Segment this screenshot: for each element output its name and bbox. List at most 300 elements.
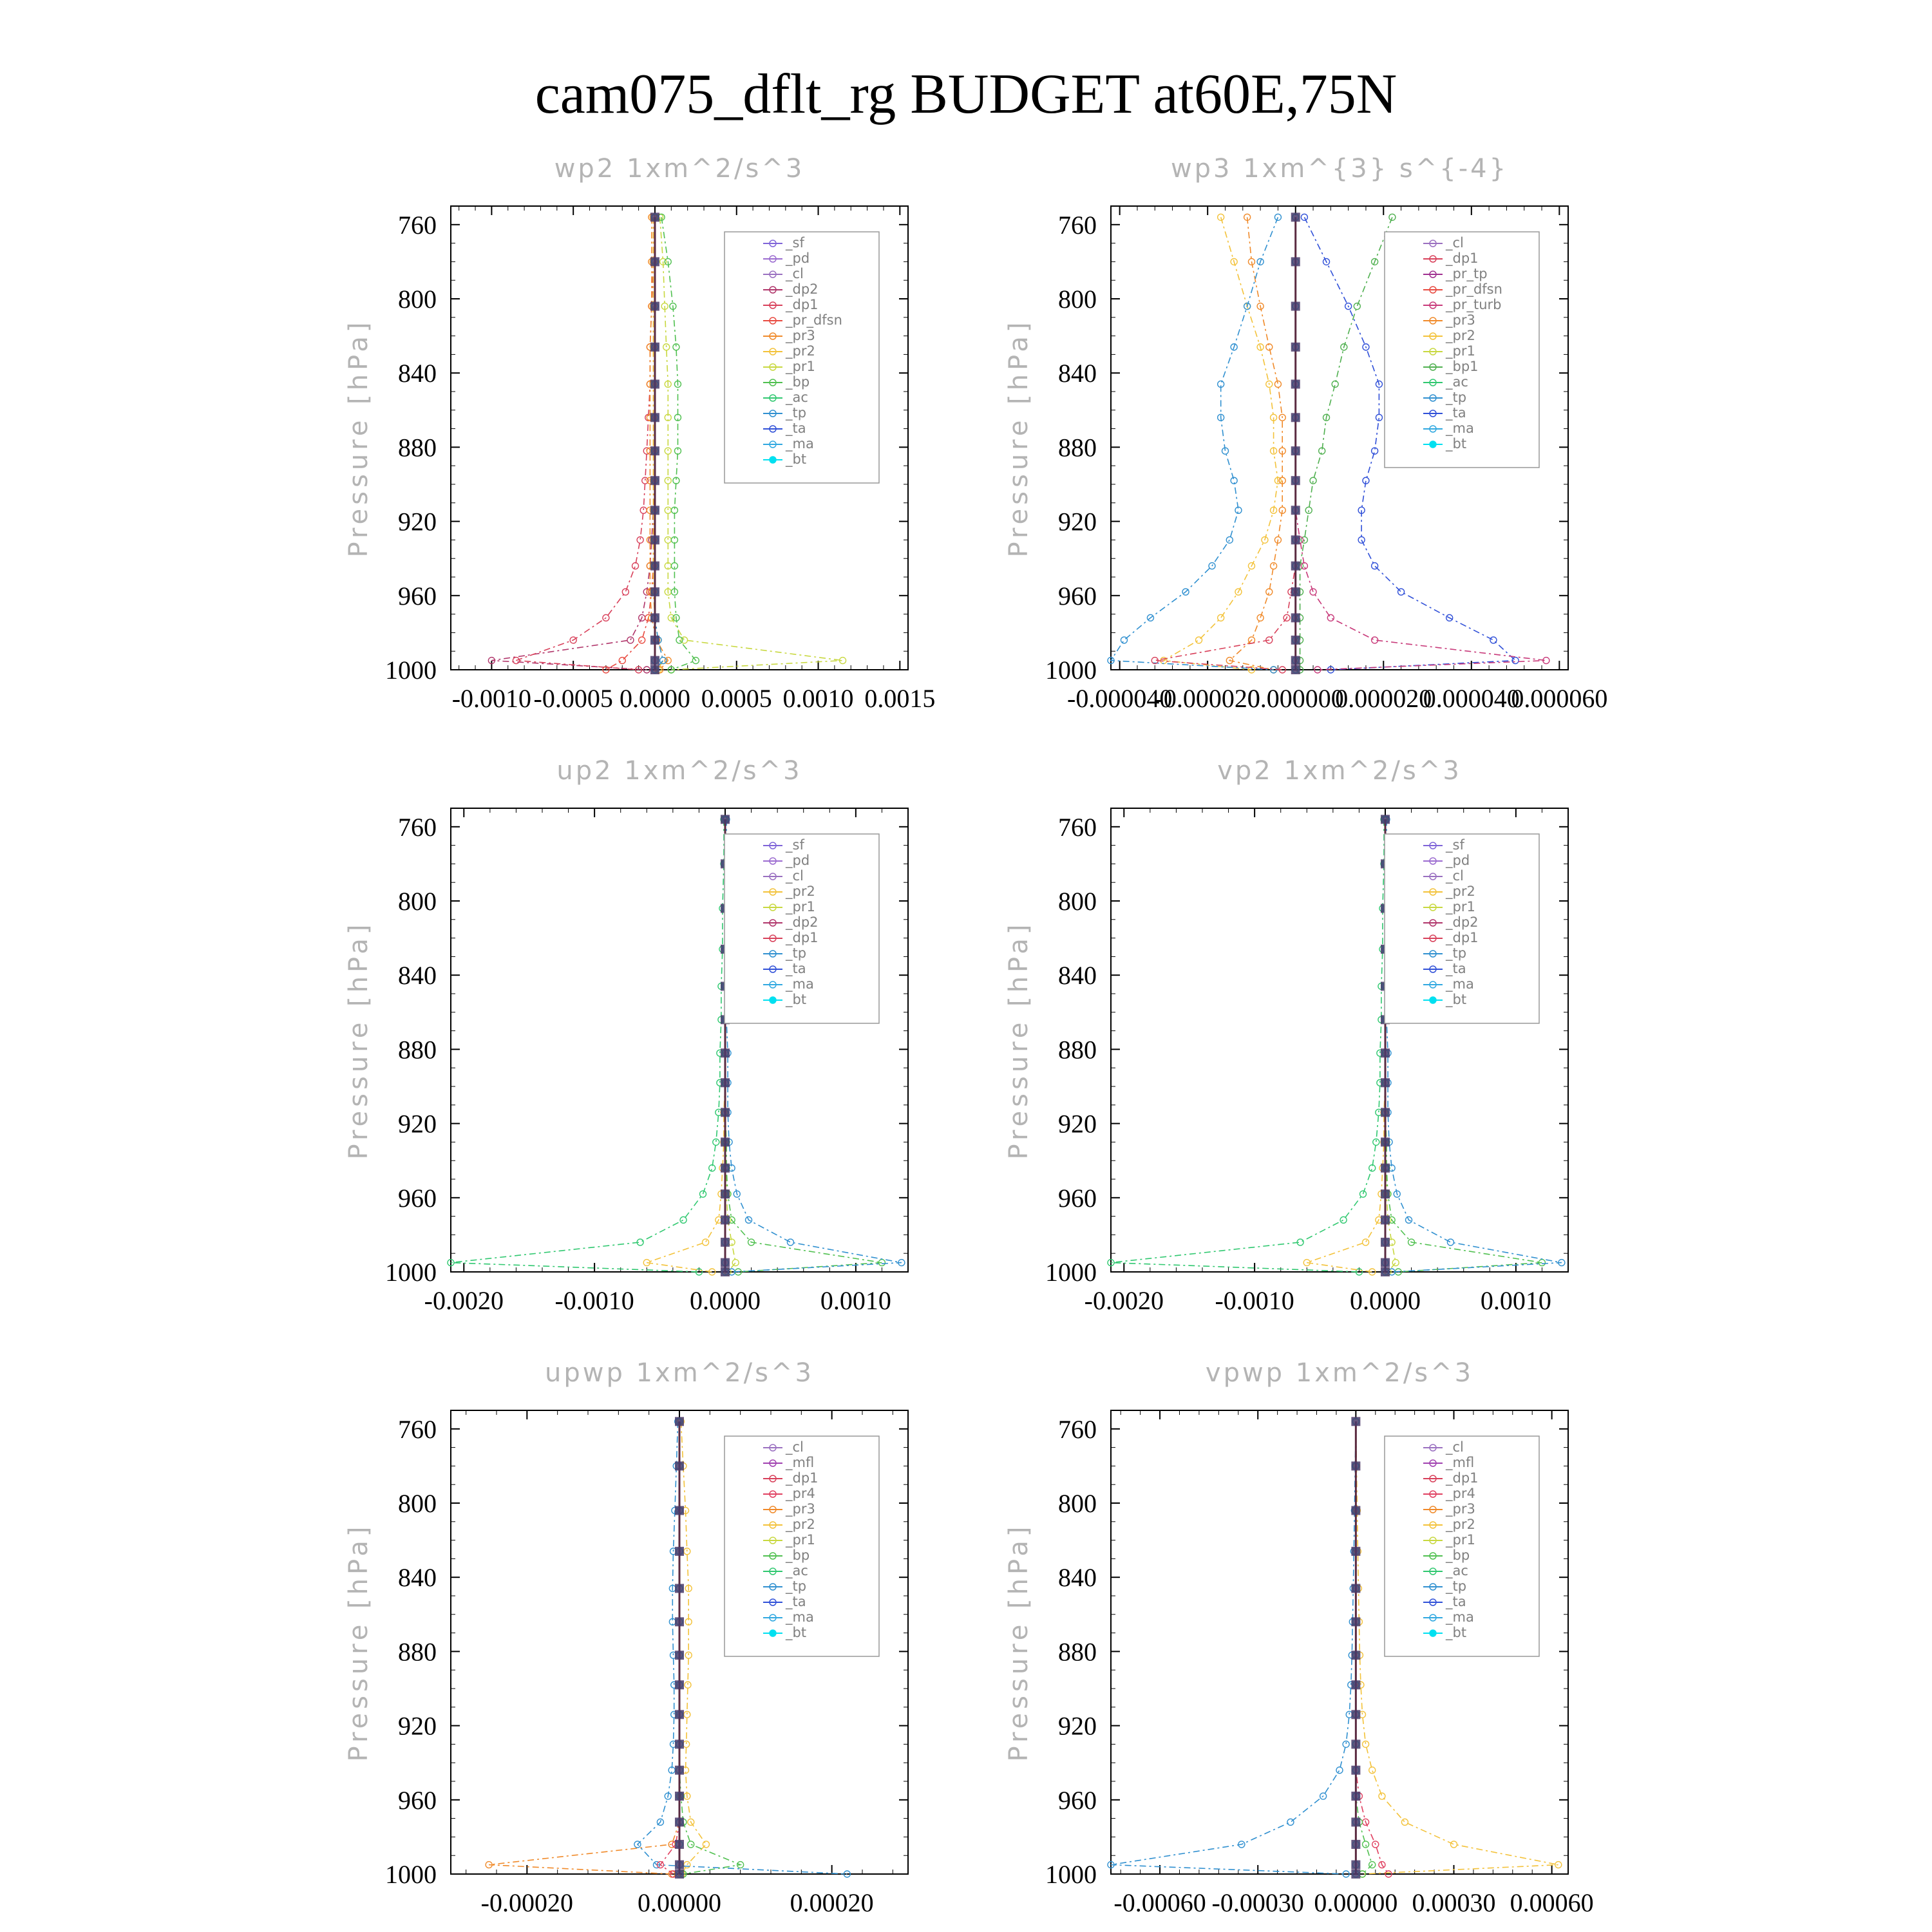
series-point [1257,614,1264,621]
panel-title: vpwp 1xm^2/s^3 [1205,1358,1474,1388]
legend-label: _bt [786,1625,807,1640]
legend-label: _dp2 [786,914,819,930]
legend-swatch-marker [770,1630,776,1636]
zero-profile-marker [721,815,730,824]
zero-profile-marker [1291,613,1300,622]
zero-profile-marker [1351,1739,1360,1748]
series-point [1363,1239,1369,1245]
legend-label: _bt [1446,436,1467,451]
zero-profile-marker [675,1461,684,1470]
legend-label: _ma [1446,1609,1474,1625]
legend-label: _pr3 [1446,1501,1475,1517]
zero-profile-marker [675,1766,684,1775]
zero-profile-marker [650,506,659,515]
zero-profile-marker [1291,535,1300,544]
y-tick-label: 880 [398,1637,437,1667]
zero-profile-marker [650,656,659,665]
legend-label: _dp1 [786,1470,819,1486]
x-tick-label: -0.000020 [1155,684,1260,713]
legend-label: _bt [786,992,807,1007]
series-point [1373,1139,1379,1145]
legend-label: _dp1 [786,930,819,945]
zero-profile-marker [1381,1189,1390,1198]
legend-label: _pr3 [786,328,815,343]
y-tick-label: 880 [1058,1035,1097,1065]
legend-label: _bt [1446,1625,1467,1640]
legend-label: _ac [1446,1563,1468,1578]
series-point [1301,214,1307,220]
series-point [676,637,683,643]
zero-profile-marker [1351,1584,1360,1593]
y-tick-label: 960 [1058,581,1097,611]
legend-label: _pr2 [1446,1517,1475,1532]
zero-profile-marker [1351,1870,1360,1879]
zero-profile-marker [721,1215,730,1224]
legend-label: _pd [1446,853,1470,868]
x-tick-label: 0.0010 [1480,1286,1551,1315]
zero-profile-marker [650,446,659,455]
y-tick-label: 880 [398,433,437,462]
legend-label: _pr1 [786,899,815,914]
series-point [1389,214,1396,220]
zero-profile-marker [675,1861,684,1870]
legend-label: _pr2 [1446,328,1475,343]
series-point [1287,1819,1294,1825]
zero-profile-marker [1351,1766,1360,1775]
series-line [1111,217,1278,670]
y-tick-label: 880 [1058,433,1097,462]
x-tick-label: 0.000000 [1247,684,1344,713]
series-point [1401,1819,1408,1825]
zero-profile-marker [1381,1108,1390,1117]
zero-profile-marker [1291,665,1300,674]
legend-swatch-marker [770,997,776,1003]
legend-label: _ta [786,421,806,436]
legend-label: _cl [1446,868,1464,884]
legend-label: _pr4 [786,1486,815,1501]
series-line [1111,819,1384,1272]
legend-label: _pr1 [786,359,815,374]
series-point [688,1841,694,1848]
legend-label: _bt [1446,992,1467,1007]
legend-swatch-marker [1430,441,1436,448]
series-point [1336,1767,1343,1774]
x-tick-label: 0.00000 [638,1888,721,1917]
y-axis-label: Pressure [hPa] [1004,920,1034,1160]
legend-label: _ta [786,1594,806,1609]
x-tick-label: 0.00020 [790,1888,874,1917]
y-tick-label: 920 [398,507,437,536]
zero-profile-marker [1351,1417,1360,1426]
series-point [1305,507,1312,513]
legend-label: _pr_dfsn [1446,281,1502,297]
legend-label: _ac [1446,374,1468,390]
legend-label: _pr2 [786,1517,815,1532]
series-line [1356,1421,1372,1874]
zero-profile-marker [675,1739,684,1748]
y-tick-label: 1000 [385,1258,437,1287]
zero-profile-marker [650,665,659,674]
legend-label: _ta [786,961,806,976]
y-tick-label: 840 [1058,359,1097,388]
chart-panel [344,756,908,1315]
zero-profile-marker [1291,506,1300,515]
legend-label: _tp [1446,945,1467,961]
zero-profile-marker [650,413,659,422]
zero-profile-marker [1291,446,1300,455]
x-tick-label: 0.0000 [1350,1286,1421,1315]
y-tick-label: 920 [1058,1109,1097,1139]
zero-profile-marker [1351,1817,1360,1826]
series-line [661,217,696,670]
zero-profile-marker [1381,1267,1390,1276]
y-tick-label: 800 [1058,1489,1097,1518]
legend-label: _mfl [1446,1455,1475,1470]
panel-title: wp2 1xm^2/s^3 [554,154,805,184]
legend-label: _pr_dfsn [786,312,842,328]
zero-profile-marker [1381,1137,1390,1146]
series-point [622,589,629,595]
series-point [1369,1767,1376,1774]
figure-title: cam075_dflt_rg BUDGET at60E,75N [535,63,1397,126]
panel-title: vp2 1xm^2/s^3 [1217,756,1462,786]
y-tick-label: 800 [398,285,437,314]
y-axis-label: Pressure [hPa] [344,1522,374,1762]
panels [344,154,1607,1917]
series-point [1274,214,1281,220]
zero-profile-marker [1381,1215,1390,1224]
x-tick-label: -0.0010 [554,1286,634,1315]
legend-label: _bp [1446,1548,1470,1563]
legend-label: _dp1 [1446,251,1479,266]
x-tick-label: -0.00030 [1211,1888,1304,1917]
series-point [1447,1239,1454,1245]
y-tick-label: 800 [398,1489,437,1518]
y-tick-label: 840 [398,1563,437,1593]
zero-profile-marker [675,1870,684,1879]
x-tick-label: 0.0015 [864,684,936,713]
legend-label: _tp [786,945,807,961]
legend [724,232,879,483]
zero-profile-marker [1351,1792,1360,1801]
legend-label: _pr4 [1446,1486,1475,1501]
legend-label: _pd [786,853,810,868]
series-point [665,536,671,543]
zero-profile-marker [1351,1547,1360,1556]
zero-profile-marker [650,379,659,388]
series-point [1226,536,1233,543]
series-point [632,563,639,569]
x-tick-label: -0.0020 [424,1286,504,1315]
legend-label: _pr3 [1446,312,1475,328]
legend-label: _tp [1446,1578,1467,1594]
legend-label: _pr2 [786,884,815,899]
x-tick-label: 0.00060 [1510,1888,1594,1917]
zero-profile-marker [1381,1078,1390,1087]
legend-label: _bp [786,1548,810,1563]
x-tick-label: 0.0000 [619,684,690,713]
series-point [680,1217,687,1223]
y-tick-label: 920 [1058,507,1097,536]
series-point [665,477,671,484]
zero-profile-marker [721,1258,730,1267]
legend [1385,1436,1539,1656]
zero-profile-marker [675,1840,684,1849]
zero-profile-marker [721,1078,730,1087]
series-point [640,507,647,513]
zero-profile-marker [675,1617,684,1626]
legend-label: _tp [1446,390,1467,405]
x-tick-label: -0.00060 [1113,1888,1206,1917]
series-line [1300,217,1392,670]
series-point [703,1841,709,1848]
legend-label: _ta [1446,405,1466,421]
x-tick-label: -0.00020 [480,1888,573,1917]
series-point [1340,1217,1347,1223]
series-line [650,217,668,670]
y-axis-label: Pressure [hPa] [1004,318,1034,558]
panel-title: upwp 1xm^2/s^3 [545,1358,814,1388]
zero-profile-marker [675,1506,684,1515]
zero-profile-marker [1291,213,1300,222]
y-tick-label: 960 [398,581,437,611]
x-tick-label: -0.0005 [533,684,613,713]
zero-profile-marker [1381,815,1390,824]
legend-label: _ma [1446,421,1474,436]
chart-panel [1004,756,1568,1315]
y-tick-label: 960 [1058,1785,1097,1815]
legend-swatch-marker [770,457,776,463]
series-point [787,1239,793,1245]
legend-swatch-marker [1430,997,1436,1003]
zero-profile-marker [675,1547,684,1556]
zero-profile-marker [1291,343,1300,352]
series-point [665,448,671,454]
legend [724,834,879,1023]
series-point [685,1681,691,1688]
y-tick-label: 960 [1058,1183,1097,1213]
zero-profile-marker [1291,257,1300,266]
zero-profile-marker [1381,1258,1390,1267]
zero-profile-marker [1351,1651,1360,1660]
zero-profile-marker [675,1710,684,1719]
y-tick-label: 1000 [385,656,437,685]
legend-label: _cl [786,1439,804,1455]
legend-label: _ta [1446,961,1466,976]
zero-profile-marker [650,636,659,645]
series-line [1307,819,1385,1272]
chart-panel [344,154,935,713]
series-point [660,658,667,664]
zero-profile-marker [1291,476,1300,485]
y-tick-label: 880 [398,1035,437,1065]
legend-label: _pd [786,251,810,266]
series-point [1266,589,1273,595]
zero-profile-marker [650,476,659,485]
series-point [1372,563,1378,569]
series-point [732,1260,739,1266]
zero-profile-marker [650,562,659,571]
zero-profile-marker [1351,1861,1360,1870]
legend-label: _pr3 [786,1501,815,1517]
x-tick-label: 0.000040 [1423,684,1520,713]
zero-profile-marker [675,1417,684,1426]
legend-label: _sf [1446,837,1464,853]
series-point [1354,303,1360,310]
y-tick-label: 920 [398,1711,437,1741]
zero-profile-marker [675,1680,684,1689]
y-tick-label: 960 [398,1785,437,1815]
legend-label: _pr2 [1446,884,1475,899]
zero-profile-marker [675,1651,684,1660]
legend-label: _dp2 [786,281,819,297]
x-tick-label: 0.0005 [701,684,772,713]
y-axis-label: Pressure [hPa] [344,318,374,558]
x-tick-label: -0.0010 [451,684,532,713]
legend-label: _ma [786,436,814,451]
zero-profile-marker [721,1164,730,1173]
legend-label: _dp1 [786,297,819,312]
y-tick-label: 1000 [385,1860,437,1889]
x-tick-label: 0.000060 [1511,684,1608,713]
y-tick-label: 800 [1058,285,1097,314]
y-tick-label: 920 [398,1109,437,1139]
series-point [1398,589,1405,595]
y-tick-label: 760 [398,812,437,842]
series-line [489,1421,679,1874]
panel-title: wp3 1xm^{3} s^{-4} [1170,154,1509,184]
series-point [684,1862,690,1868]
series-point [1555,1862,1562,1868]
zero-profile-marker [650,613,659,622]
x-tick-label: 0.000020 [1335,684,1432,713]
chart-panel [1004,154,1607,713]
legend-label: _ac [786,390,808,405]
zero-profile-marker [1351,1506,1360,1515]
zero-profile-marker [650,213,659,222]
series-line [1155,217,1295,670]
series-point [703,1239,709,1245]
zero-profile-marker [721,1238,730,1247]
y-tick-label: 760 [398,210,437,240]
series-point [1218,614,1224,621]
zero-profile-marker [721,1048,730,1057]
legend-label: _pr_turb [1446,297,1502,312]
y-tick-label: 760 [1058,1414,1097,1444]
series-point [1196,637,1202,643]
y-tick-label: 760 [1058,812,1097,842]
legend-label: _dp2 [1446,914,1479,930]
zero-profile-marker [1381,1238,1390,1247]
zero-profile-marker [721,1108,730,1117]
zero-profile-marker [721,1267,730,1276]
series-line [1356,1421,1388,1874]
x-tick-label: -0.0010 [1215,1286,1294,1315]
zero-profile-marker [1291,587,1300,596]
zero-profile-marker [650,535,659,544]
y-tick-label: 800 [398,887,437,916]
series-line [1164,217,1278,670]
zero-profile-marker [1291,302,1300,311]
series-line [516,217,653,670]
legend-label: _cl [786,266,804,281]
y-tick-label: 920 [1058,1711,1097,1741]
legend-label: _pr1 [1446,343,1475,359]
legend-label: _cl [786,868,804,884]
y-tick-label: 960 [398,1183,437,1213]
series-point [1327,614,1334,621]
series-point [1301,563,1307,569]
series-point [1363,1841,1369,1848]
legend-label: _bp1 [1446,359,1479,374]
legend-label: _pr_tp [1446,266,1488,281]
zero-profile-marker [650,302,659,311]
legend-label: _bp [786,374,810,390]
legend-label: _cl [1446,235,1464,251]
y-tick-label: 760 [398,1414,437,1444]
y-tick-label: 840 [1058,1563,1097,1593]
zero-profile-marker [1351,1680,1360,1689]
y-tick-label: 1000 [1045,656,1097,685]
legend-label: _ma [786,1609,814,1625]
y-tick-label: 840 [398,359,437,388]
x-tick-label: 0.0010 [782,684,854,713]
series-line [681,1421,706,1874]
series-point [1451,1841,1457,1848]
legend-label: _ma [1446,976,1474,992]
y-tick-label: 840 [398,961,437,990]
zero-profile-marker [675,1817,684,1826]
series-point [684,1711,690,1718]
legend-label: _tp [786,1578,807,1594]
legend-label: _pr1 [1446,1532,1475,1548]
legend [1385,232,1539,468]
zero-profile-marker [650,257,659,266]
x-tick-label: -0.0020 [1084,1286,1164,1315]
series-point [713,1139,719,1145]
legend-label: _cl [1446,1439,1464,1455]
zero-profile-marker [1351,1461,1360,1470]
y-axis-label: Pressure [hPa] [1004,1522,1034,1762]
x-tick-label: 0.0000 [690,1286,761,1315]
series-line [647,819,725,1272]
x-tick-label: -0.000040 [1066,684,1173,713]
series-line [660,1421,679,1874]
zero-profile-marker [1291,636,1300,645]
y-tick-label: 1000 [1045,1258,1097,1287]
zero-profile-marker [1291,413,1300,422]
legend-swatch-marker [1430,1630,1436,1636]
legend [724,1436,879,1656]
series-point [685,1652,692,1658]
series-point [1332,381,1338,387]
y-tick-label: 880 [1058,1637,1097,1667]
zero-profile-marker [1351,1840,1360,1849]
legend-label: _dp1 [1446,1470,1479,1486]
zero-profile-marker [675,1792,684,1801]
chart-panel [1004,1358,1594,1917]
panel-title: up2 1xm^2/s^3 [556,756,802,786]
zero-profile-marker [675,1584,684,1593]
series-line [655,217,663,670]
zero-profile-marker [1351,1617,1360,1626]
series-point [1490,637,1497,643]
x-tick-label: 0.0010 [820,1286,891,1315]
zero-profile-marker [1291,656,1300,665]
series-point [1379,1793,1385,1799]
series-point [683,1741,690,1747]
legend-label: _ac [786,1563,808,1578]
